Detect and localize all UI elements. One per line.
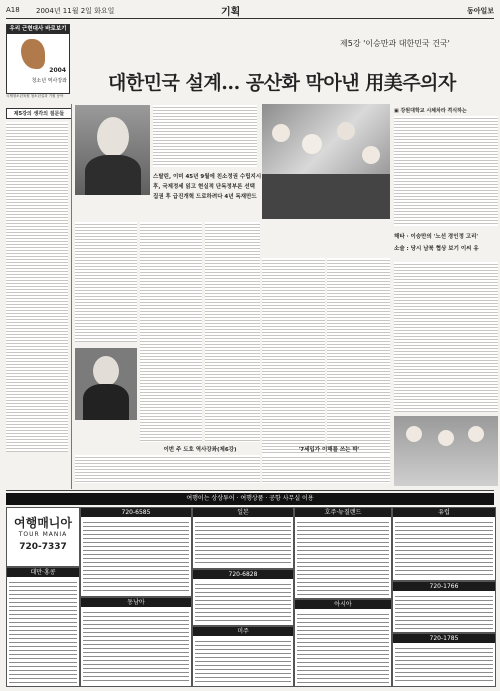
ad-box-10 (392, 581, 496, 633)
ad-box-2 (80, 507, 192, 597)
ad-box-3 (80, 597, 192, 687)
ad-box-2-title: 720-6585 (81, 508, 191, 517)
page-number: A18 (6, 6, 20, 14)
subhead-block (153, 172, 261, 202)
ad-box-6-title: 미주 (193, 627, 293, 636)
body-col-5 (327, 258, 390, 458)
ad-box-7-title: 호주·뉴질랜드 (295, 508, 391, 517)
ad-banner-text: 여행이는 상상투어 · 여행상품 · 공항 사무실 이용 (186, 495, 314, 502)
series-box-year: 2004 (49, 67, 66, 74)
ad-box-9-title: 유럽 (393, 508, 495, 517)
profile-text (75, 455, 260, 483)
intro-text (153, 105, 257, 167)
ad-banner (6, 493, 494, 505)
body-col-6 (394, 262, 498, 412)
series-credit: 국제청소년육원 청소년실과 기원 동아 (6, 94, 64, 98)
quote-label: ▣ 강원대학교 시체차라 격식하는 (394, 108, 467, 114)
lecture-title: 제5강 '이승만과 대한민국 건국' (340, 39, 450, 48)
body-col-4 (262, 258, 325, 458)
ad-box-5 (192, 569, 294, 626)
sidebar-heading: 제5강의 생각의 질문들 (6, 108, 72, 119)
portrait-photo (75, 105, 150, 195)
agency-en: TOUR MANIA (18, 531, 68, 538)
quote-sub: 소술 : 당시 남북 협상 보기 이씨 유 (394, 246, 479, 252)
body-col-1 (75, 222, 137, 342)
second-portrait (75, 348, 137, 420)
ad-box-4-title: 일본 (193, 508, 293, 517)
body-col-2 (140, 222, 202, 442)
next-heading: '7세입가 이해를 쓰는 박' (298, 447, 360, 453)
next-text (262, 455, 390, 483)
profile-heading: 이번 주 도호 역사강좌(제6강) (163, 447, 237, 453)
series-box-title: 우리 근현대사 바로보기 (7, 25, 69, 34)
series-box-org: 청소년 역사강좌 (31, 78, 67, 84)
subhead-2: 후, 국제정세 읽고 현실적 단독정부론 선택 (153, 184, 255, 190)
korea-map-icon (21, 39, 45, 69)
ad-box-10-title: 720-1766 (393, 582, 495, 591)
ad-box-9 (392, 507, 496, 581)
quote-source: 해타 · 이승만의 '노선 경인정 고리' (394, 234, 479, 240)
students-photo (394, 416, 498, 486)
subhead-1: 스탈린, 이미 45년 9월에 친소정권 수립지시 (153, 174, 262, 180)
body-col-3 (205, 222, 260, 442)
paper-name: 동아일보 (466, 7, 494, 15)
ad-box-7 (294, 507, 392, 599)
ad-box-8-title: 아시아 (295, 600, 391, 609)
quote-text (394, 116, 498, 226)
headline: 대한민국 설계… 공산화 막아낸 用美주의자 (108, 72, 456, 94)
agency-logo (6, 507, 80, 567)
ad-box-5-title: 720-6828 (193, 570, 293, 579)
ad-box-3-title: 동남아 (81, 598, 191, 607)
ad-box-1 (6, 567, 80, 687)
crowd-photo (262, 104, 390, 219)
subhead-3: 집권 후 급진개혁 드로하려다 4년 독재만드 (153, 194, 257, 200)
agency-name: 여행매니아 (14, 516, 72, 530)
section-label: 기획 (221, 7, 241, 18)
ad-box-1-title: 대만·홍콩 (7, 568, 79, 577)
sidebar-text (6, 122, 68, 452)
agency-phone: 720-7337 (19, 542, 67, 552)
ad-box-6 (192, 626, 294, 687)
ad-box-11 (392, 633, 496, 687)
ad-box-4 (192, 507, 294, 569)
ad-box-8 (294, 599, 392, 687)
masthead (6, 4, 494, 19)
ad-box-11-title: 720-1785 (393, 634, 495, 643)
issue-date: 2004년 11월 2일 화요일 (36, 7, 115, 15)
series-box (6, 24, 70, 94)
